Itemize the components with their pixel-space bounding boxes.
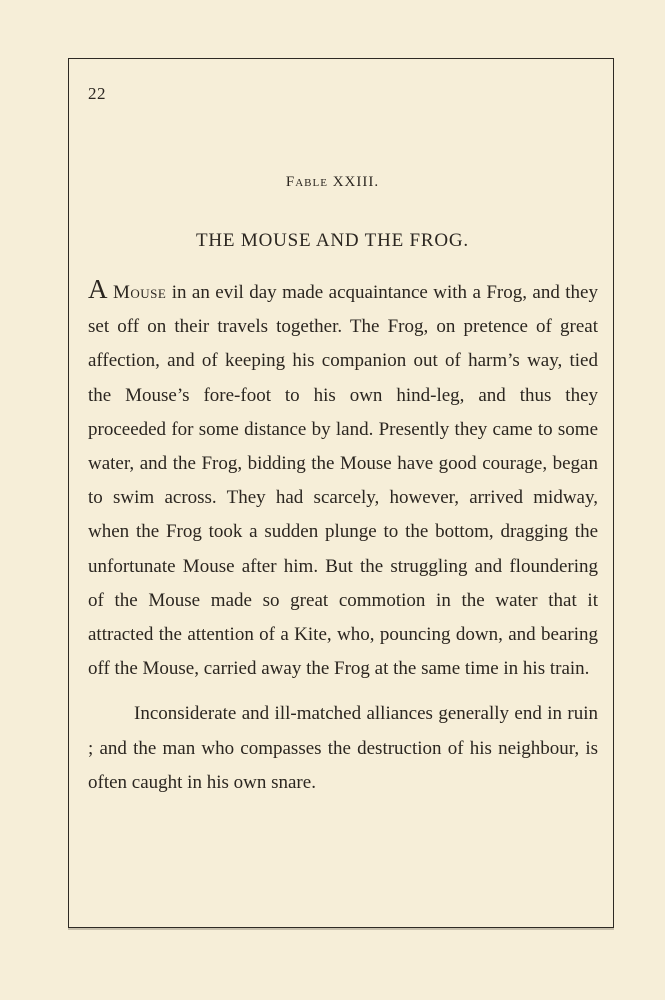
fable-body [88,276,598,800]
story-paragraph [88,276,598,686]
story-first-word: Mouse [112,282,167,303]
border-shadow [68,928,614,930]
fable-label: Fable [285,174,328,190]
fable-numeral: XXIII. [332,174,380,190]
story-text: in an evil day made acquaintance with a Frog, and they set off on their travels together. The Frog, on pretence of great affection, and of keeping his companion out of harm’s way, tied the Mouse’s fore-foot to his own hind-leg, and thus they proceeded for some distance by land. Presently they came to some water, and the Frog, bidding the Mouse have good courage, began to swim across. They had scarcely, however, arrived midway, when the Frog took a sudden plunge to the bottom, dragging the unfortunate Mouse after him. But the struggling and floundering of the Mouse made so great commotion in the water that it attracted the attention of a Kite, who, pouncing down, and bearing off the Mouse, carried away the Frog at the same time in his train. [88,282,598,680]
moral-paragraph: Inconsiderate and ill-matched alliances generally end in ruin ; and the man who compasses the destruction of his neighbour, is often caught in his own snare. [88,703,598,793]
fable-number [0,174,665,191]
page-number: 22 [88,84,106,103]
drop-initial: A [88,274,108,304]
fable-title: THE MOUSE AND THE FROG. [196,230,469,251]
